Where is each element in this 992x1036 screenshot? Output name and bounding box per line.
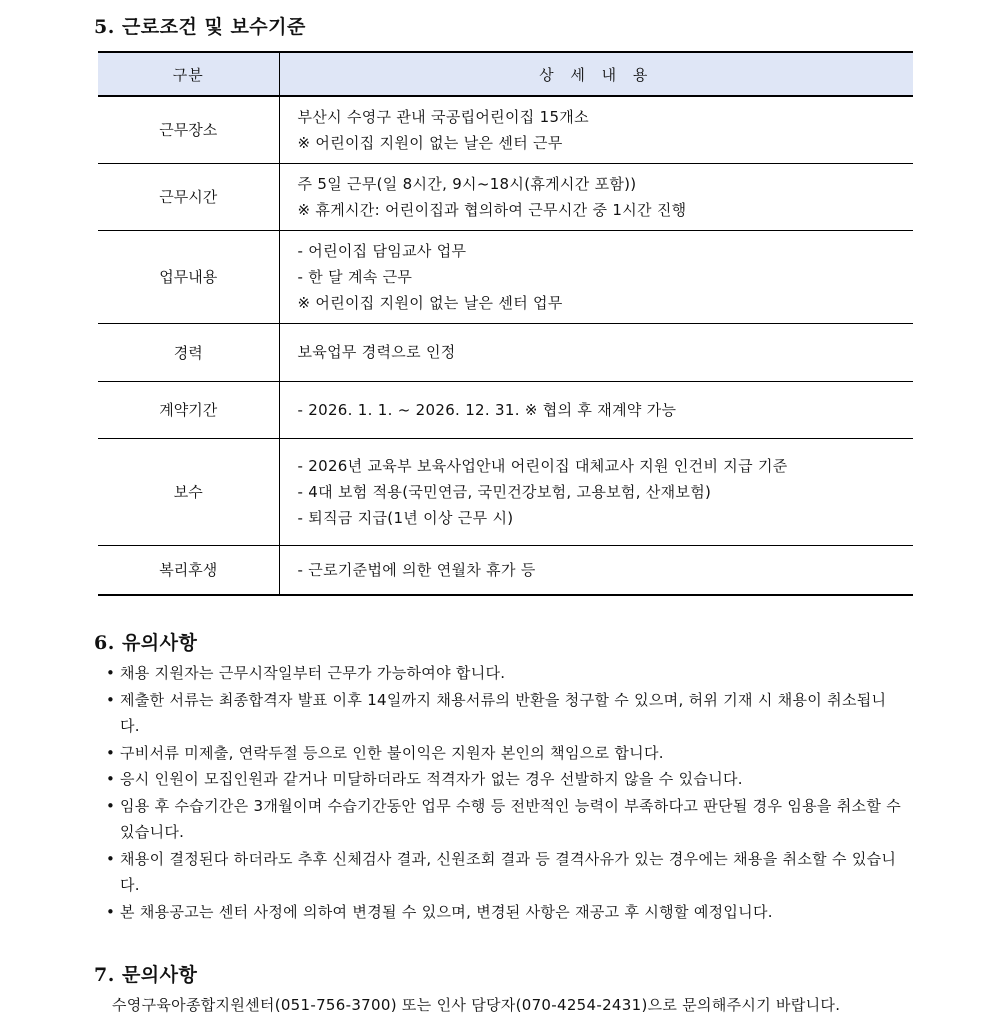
- notice-text: 채용이 결정된다 하더라도 추후 신체검사 결과, 신원조회 결과 등 결격사유가 있는 경우에는 채용을 취소할 수 있습니다.: [120, 849, 897, 894]
- content-line: - 한 달 계속 근무: [297, 267, 413, 286]
- bullet-icon: •: [106, 743, 116, 762]
- content-line: 주 5일 근무(일 8시간, 9시~18시(휴게시간 포함)): [297, 174, 637, 193]
- header-category: 구분: [98, 52, 279, 96]
- row-label: 보수: [98, 438, 279, 545]
- content-line: - 2026년 교육부 보육사업안내 어린이집 대체교사 지원 인건비 지급 기준: [297, 456, 788, 475]
- bullet-icon: •: [106, 796, 116, 815]
- row-label: 계약기간: [98, 381, 279, 438]
- section-5-title: 5. 근로조건 및 보수기준: [94, 16, 306, 38]
- notice-text: 본 채용공고는 센터 사정에 의하여 변경될 수 있으며, 변경된 사항은 재공고 후 시행할 예정입니다.: [120, 902, 773, 921]
- bullet-icon: •: [106, 849, 116, 868]
- working-conditions-table: [98, 51, 913, 596]
- content-line: ※ 어린이집 지원이 없는 날은 센터 업무: [297, 293, 563, 312]
- notice-text: 채용 지원자는 근무시작일부터 근무가 가능하여야 합니다.: [120, 664, 506, 682]
- row-content: [279, 230, 913, 323]
- content-line: - 4대 보험 적용(국민연금, 국민건강보험, 고용보험, 산재보험): [297, 482, 712, 501]
- list-item: [106, 899, 906, 926]
- content-line: 보육업무 경력으로 인정: [297, 343, 456, 361]
- row-content: [279, 438, 913, 545]
- row-label: 업무내용: [98, 230, 279, 323]
- bullet-icon: •: [106, 664, 116, 682]
- bullet-icon: •: [106, 902, 116, 921]
- content-line: - 퇴직금 지급(1년 이상 근무 시): [297, 508, 514, 527]
- list-item: [106, 687, 906, 740]
- content-line: ※ 어린이집 지원이 없는 날은 센터 근무: [297, 133, 563, 152]
- header-details: [279, 52, 913, 96]
- content-line: ※ 휴게시간: 어린이집과 협의하여 근무시간 중 1시간 진행: [297, 200, 687, 219]
- list-item: [106, 846, 906, 899]
- contact-info: 수영구육아종합지원센터(051-756-3700) 또는 인사 담당자(070-4254-2431)으로 문의해주시기 바랍니다.: [112, 996, 841, 1014]
- row-label: 근무시간: [98, 163, 279, 230]
- content-line: - 2026. 1. 1. ~ 2026. 12. 31. ※ 협의 후 재계약 가능: [297, 400, 677, 419]
- content-line: 부산시 수영구 관내 국공립어린이집 15개소: [297, 107, 589, 126]
- row-label: 경력: [98, 323, 279, 381]
- row-content: [279, 545, 913, 595]
- section-6-title: 6. 유의사항: [94, 632, 198, 654]
- bullet-icon: •: [106, 770, 116, 788]
- row-label: 근무장소: [98, 96, 279, 163]
- row-content: [279, 381, 913, 438]
- notice-text: 임용 후 수습기간은 3개월이며 수습기간동안 업무 수행 등 전반적인 능력이 부족하다고 판단될 경우 임용을 취소할 수 있습니다.: [120, 796, 901, 841]
- content-line: - 어린이집 담임교사 업무: [297, 241, 467, 260]
- notice-list: [106, 660, 906, 925]
- list-item: [106, 766, 906, 793]
- row-content: [279, 163, 913, 230]
- table-header-row: [98, 52, 913, 96]
- notice-text: 제출한 서류는 최종합격자 발표 이후 14일까지 채용서류의 반환을 청구할 수 있으며, 허위 기재 시 채용이 취소됩니다.: [120, 690, 887, 735]
- notice-text: 구비서류 미제출, 연락두절 등으로 인한 불이익은 지원자 본인의 책임으로 합니다.: [120, 743, 664, 762]
- list-item: [106, 660, 906, 687]
- row-content: [279, 323, 913, 381]
- table-row: [98, 230, 913, 323]
- list-item: [106, 793, 906, 846]
- table-row: [98, 163, 913, 230]
- row-content: [279, 96, 913, 163]
- table-row: [98, 381, 913, 438]
- table-row: [98, 545, 913, 595]
- list-item: [106, 740, 906, 767]
- header-details-label: 상 세 내 용: [539, 65, 654, 84]
- row-label: 복리후생: [98, 545, 279, 595]
- notice-text: 응시 인원이 모집인원과 같거나 미달하더라도 적격자가 없는 경우 선발하지 않을 수 있습니다.: [120, 770, 743, 788]
- table-row: [98, 96, 913, 163]
- content-line: - 근로기준법에 의한 연월차 휴가 등: [297, 560, 536, 579]
- bullet-icon: •: [106, 690, 116, 709]
- section-7-title: 7. 문의사항: [94, 964, 198, 986]
- table-row: [98, 323, 913, 381]
- table-row: [98, 438, 913, 545]
